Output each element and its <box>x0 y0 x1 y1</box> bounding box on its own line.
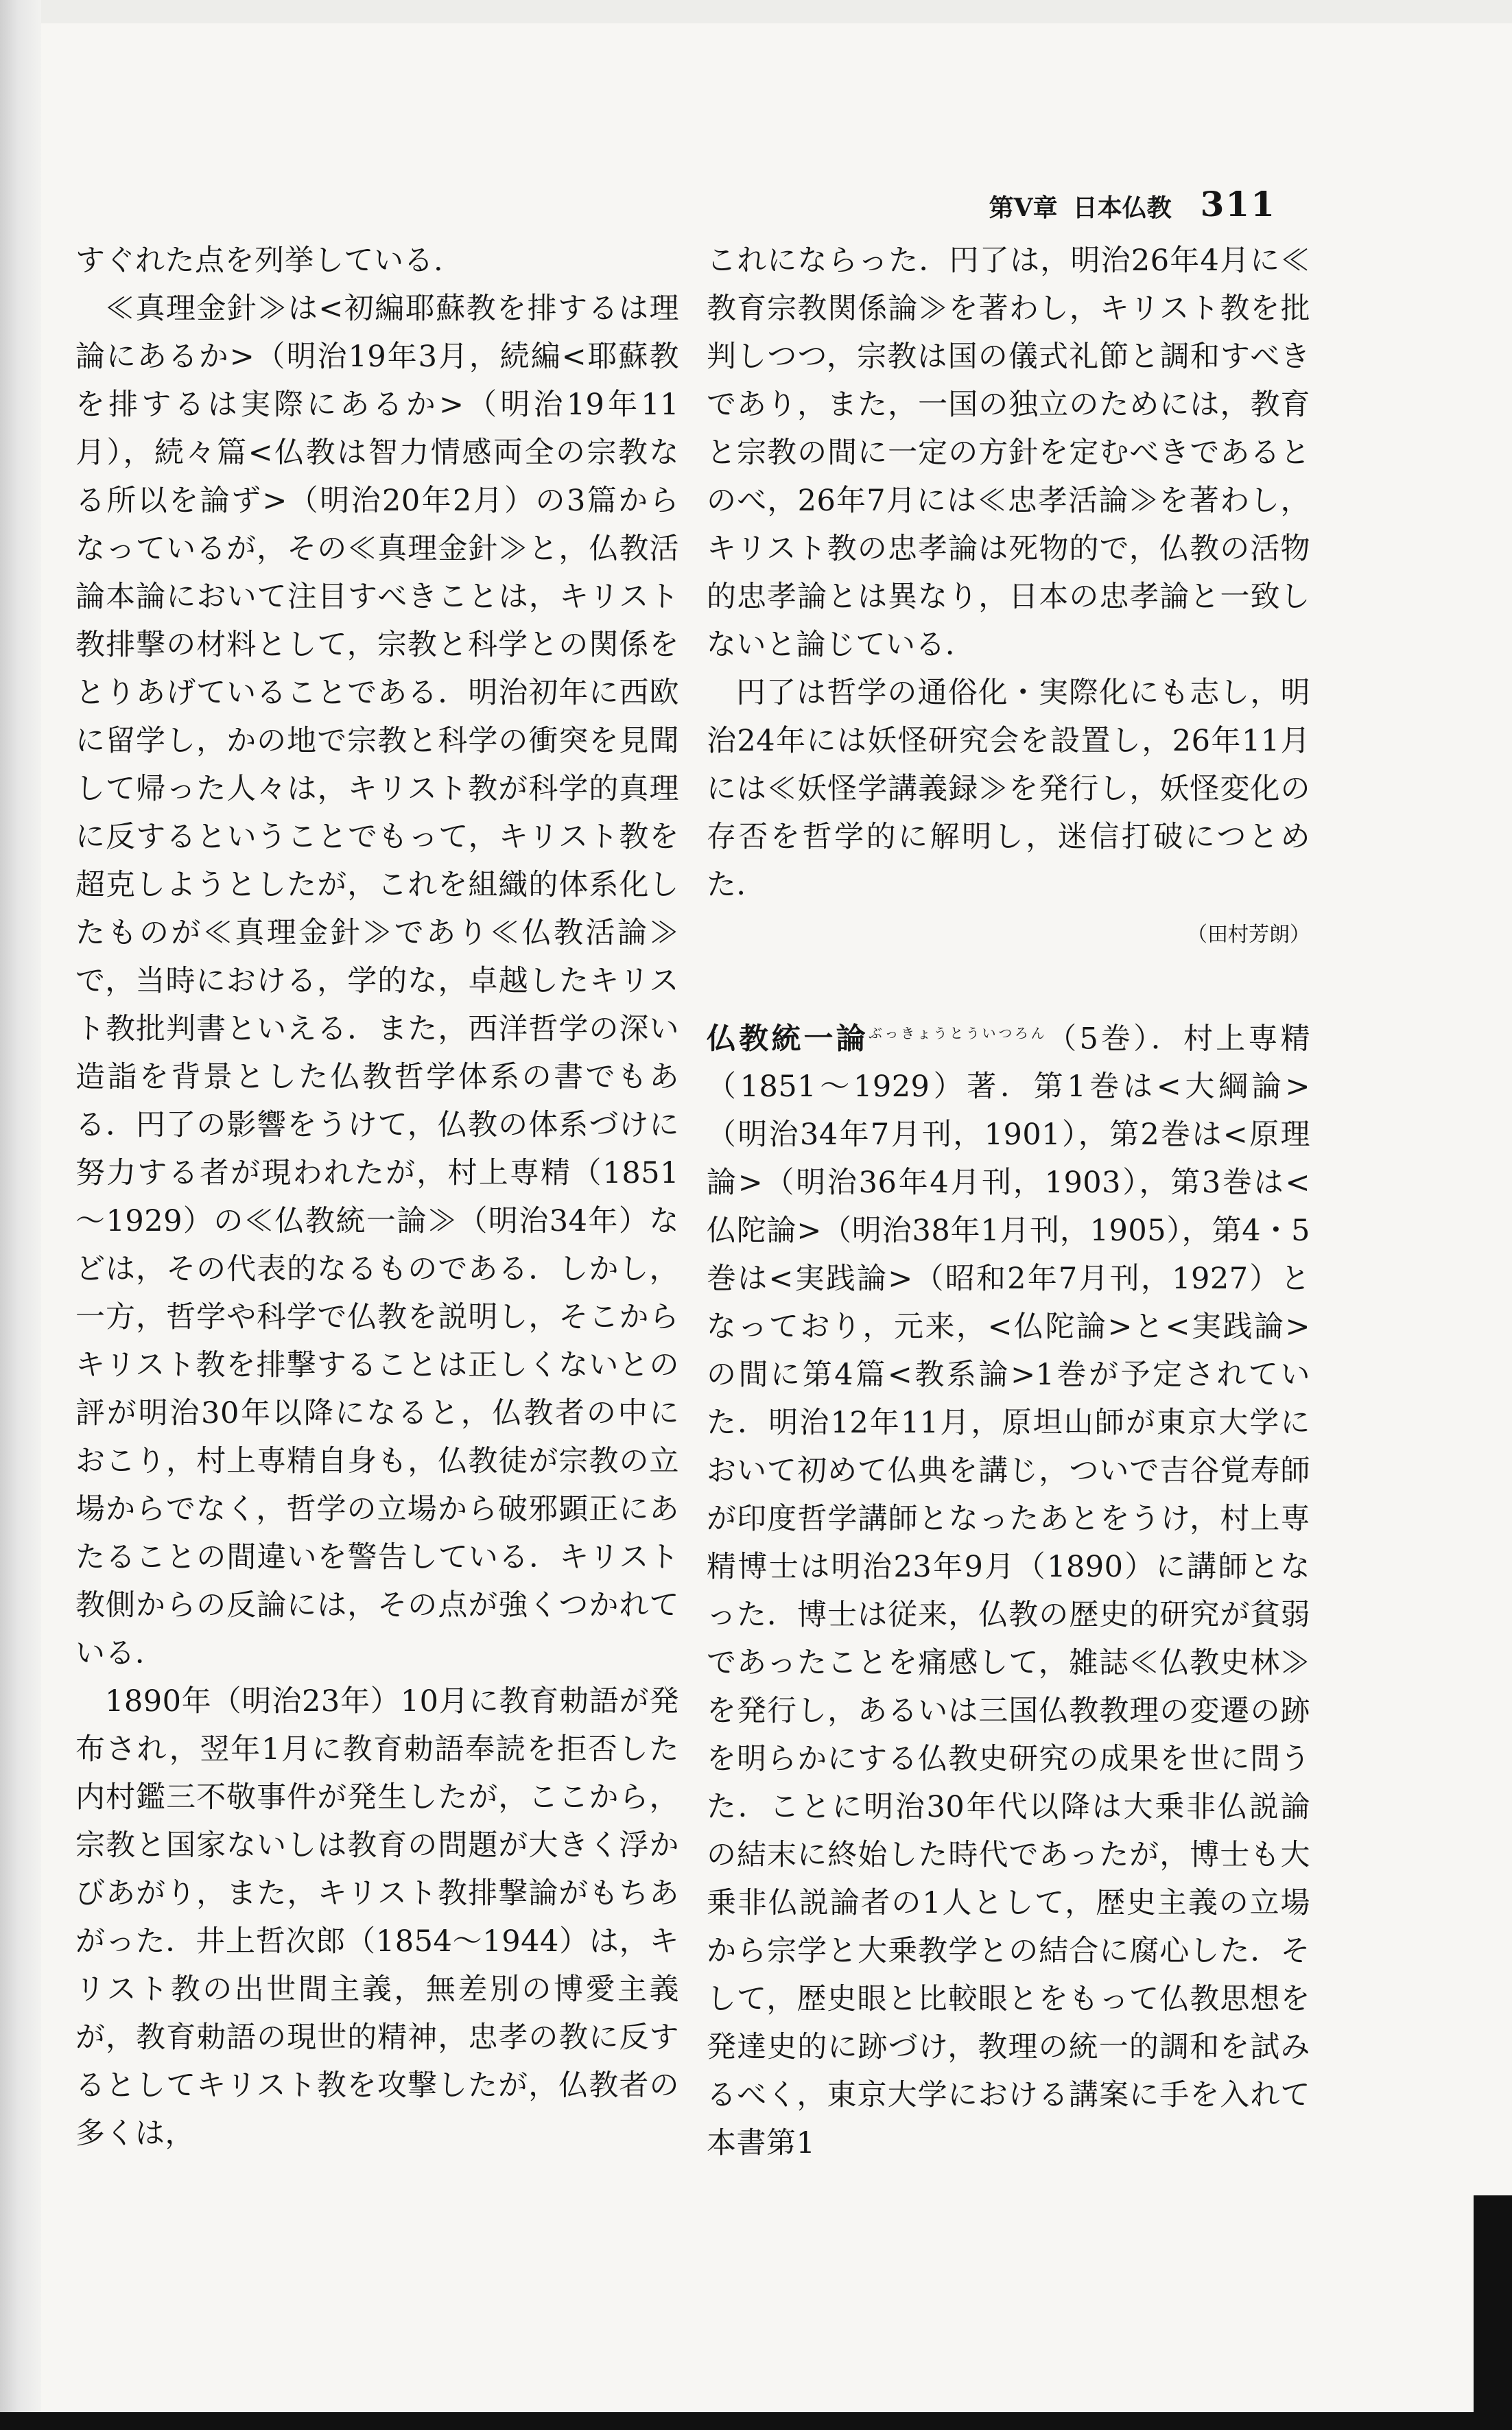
author-signature: （田村芳朗） <box>1187 923 1310 947</box>
entry-reading: ぶっきょうとういつろん <box>868 1025 1048 1041</box>
chapter-label: 第V章 <box>989 193 1058 222</box>
scan-top-edge <box>0 0 1512 23</box>
entry-title: 仏教統一論 <box>707 1022 869 1057</box>
left-column <box>75 237 679 2171</box>
running-header <box>892 184 1276 232</box>
scan-binding-shadow <box>0 0 41 2430</box>
left-paragraph-2: ≪真理金針≫は<初編耶蘇教を排するは理論にあるか>（明治19年3月，続編<耶蘇教を排するは実際にあるか>（明治19年11月），続々篇<仏教は智力情感両全の宗教なる所以を論ず>（明治20年2月）の3篇からなっているが，その≪真理金針≫と，仏教活論本論において注目すべきことは，キリスト教排撃の材料として，宗教と科学との関係をとりあげていることである．明治初年に西欧に留学し，かの地で宗教と科学の衝突を見聞して帰った人々は，キリスト教が科学的真理に反するということでもって，キリスト教を超克しようとしたが，これを組織的体系化したものが≪真理金針≫であり≪仏教活論≫で，当時における，学的な，卓越したキリスト教批判書といえる．また，西洋哲学の深い造詣を背景とした仏教哲学体系の書でもある．円了の影響をうけて，仏教の体系づけに努力する者が現われたが，村上専精（1851～1929）の≪仏教統一論≫（明治34年）などは，その代表的なるものである．しかし，一方，哲学や科学で仏教を説明し，そこからキリスト教を排撃することは正しくないとの評が明治30年以降になると，仏教者の中におこり，村上専精自身も，仏教徒が宗教の立場からでなく，哲学の立場から破邪顕正にあたることの間違いを警告している．キリスト教側からの反論には，その点が強くつかれている． <box>75 292 679 1671</box>
left-paragraph-1: すぐれた点を列挙している. <box>75 244 444 278</box>
page-number: 311 <box>1200 184 1276 224</box>
section-label: 日本仏教 <box>1072 193 1172 222</box>
scan-right-edge <box>1474 2195 1512 2430</box>
right-column <box>707 237 1310 2171</box>
dictionary-entry <box>707 1009 1310 2167</box>
scan-bottom-edge <box>0 2412 1512 2430</box>
right-paragraph-1: これにならった．円了は，明治26年4月に≪教育宗教関係論≫を著わし，キリスト教を批判しつつ，宗教は国の儀式礼節と調和すべきであり，また，一国の独立のためには，教育と宗教の間に一定の方針を定むべきであるとのべ，26年7月には≪忠孝活論≫を著わし，キリスト教の忠孝論は死物的で，仏教の活物的忠孝論とは異なり，日本の忠孝論と一致しないと論じている． <box>707 244 1310 662</box>
entry-body: （5巻）．村上専精（1851～1929）著．第1巻は<大綱論>（明治34年7月刊，1901），第2巻は<原理論>（明治36年4月刊，1903），第3巻は<仏陀論>（明治38年1月刊，1905），第4・5巻は<実践論>（昭和2年7月刊，1927）となっており，元来，<仏陀論>と<実践論>の間に第4篇<教系論>1巻が予定されていた．明治12年11月，原坦山師が東京大学において初めて仏典を講じ，ついで吉谷覚寿師が印度哲学講師となったあとをうけ，村上専精博士は明治23年9月（1890）に講師となった．博士は従来，仏教の歴史的研究が貧弱であったことを痛感して，雑誌≪仏教史林≫を発行し，あるいは三国仏教教理の変遷の跡を明らかにする仏教史研究の成果を世に問うた．ことに明治30年代以降は大乗非仏説論の結末に終始した時代であったが，博士も大乗非仏説論者の1人として，歴史主義の立場から宗学と大乗教学との結合に腐心した．そして，歴史眼と比較眼とをもって仏教思想を発達史的に跡づけ，教理の統一的調和を試みるべく，東京大学における講案に手を入れて本書第1 <box>707 1022 1310 2161</box>
right-paragraph-2: 円了は哲学の通俗化・実際化にも志し，明治24年には妖怪研究会を設置し，26年11月には≪妖怪学講義録≫を発行し，妖怪変化の存否を哲学的に解明し，迷信打破につとめた． <box>707 676 1310 902</box>
left-paragraph-3: 1890年（明治23年）10月に教育勅語が発布され，翌年1月に教育勅語奉読を拒否した内村鑑三不敬事件が発生したが，ここから，宗教と国家ないしは教育の問題が大きく浮かびあがり，また，キリスト教排撃論がもちあがった．井上哲次郎（1854～1944）は，キリスト教の出世間主義，無差別の博愛主義が，教育勅語の現世的精神，忠孝の教に反するとしてキリスト教を攻撃したが，仏教者の多くは， <box>75 1684 679 2151</box>
